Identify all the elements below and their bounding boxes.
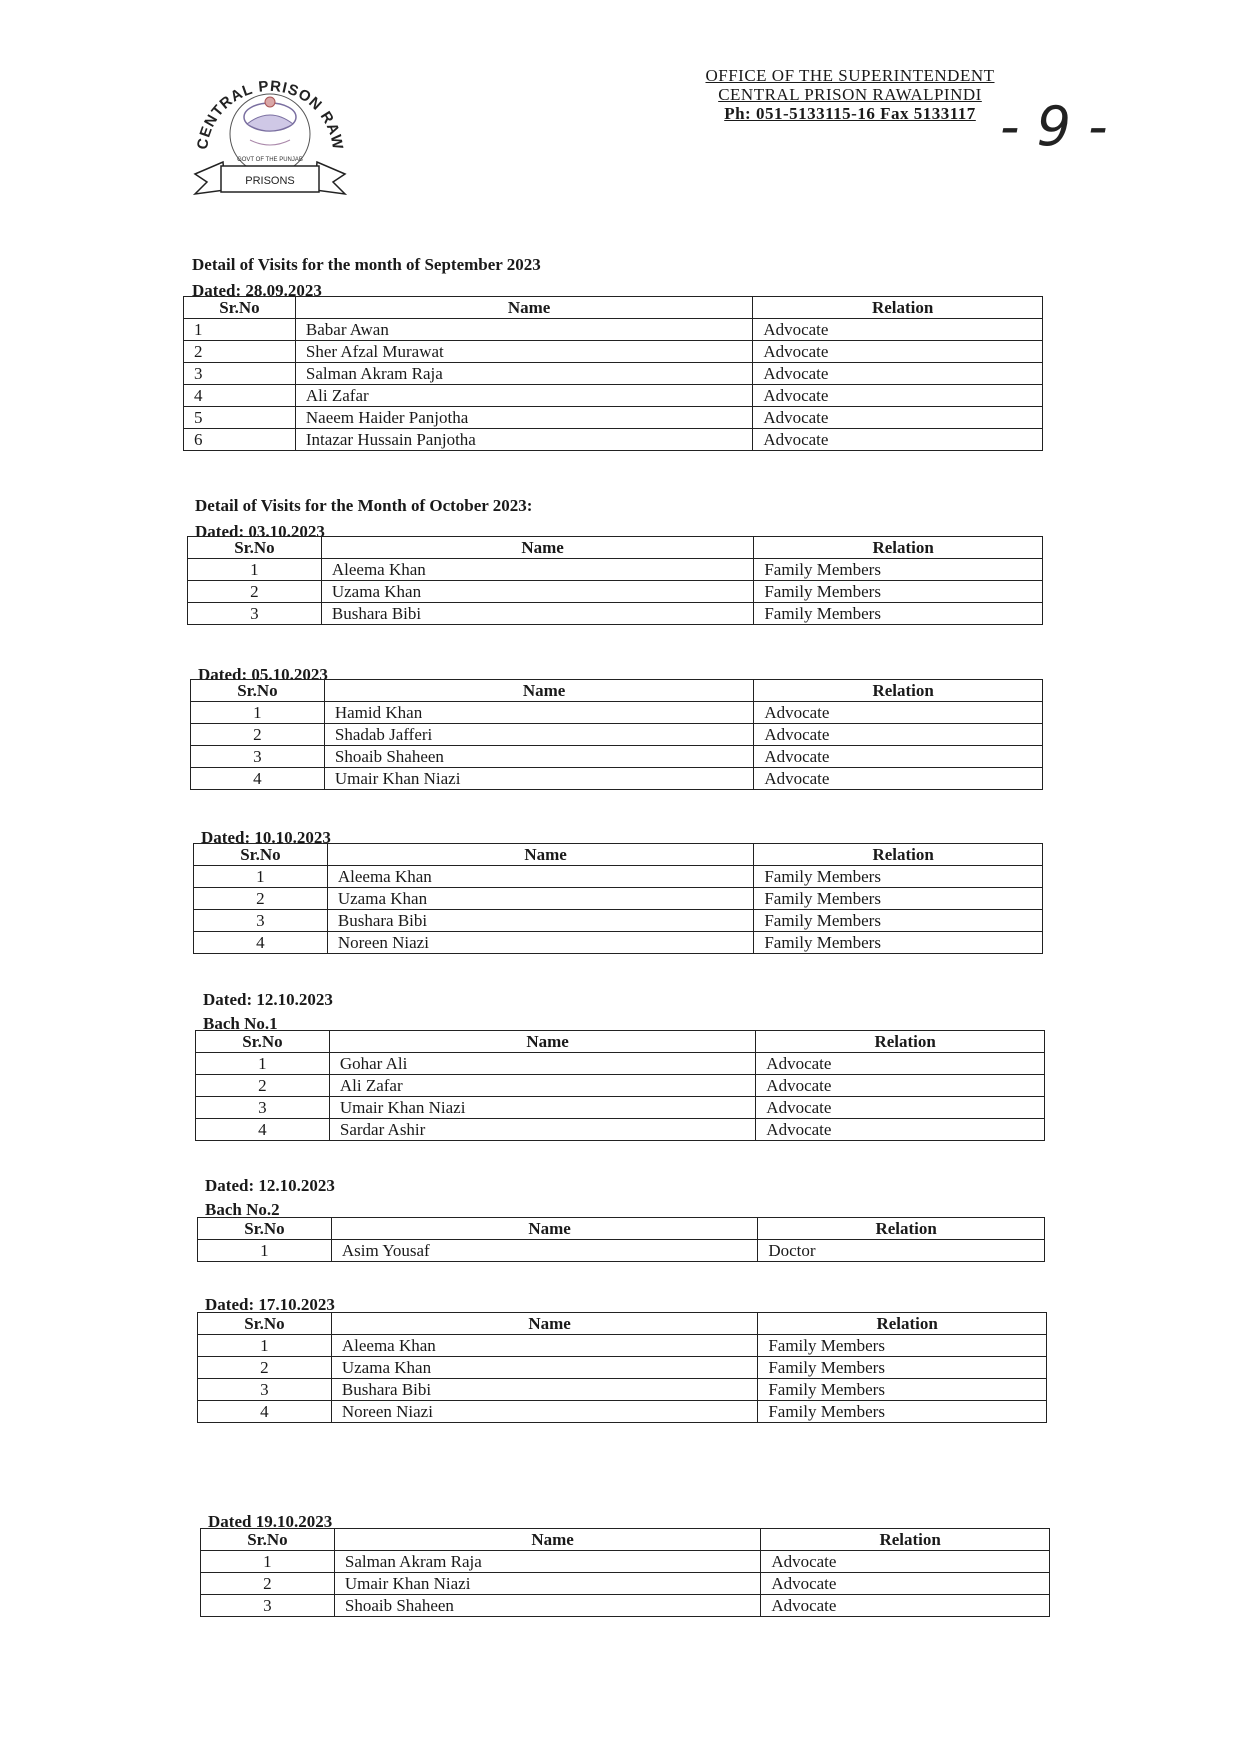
visits-table-10-10-2023 [193, 843, 1043, 954]
table-row [184, 385, 1043, 407]
cell-sr: 2 [194, 888, 328, 910]
cell-name: Salman Akram Raja [295, 363, 752, 385]
table-row [201, 1595, 1050, 1617]
column-header-sr: Sr.No [184, 297, 296, 319]
cell-relation: Advocate [761, 1595, 1050, 1617]
column-header-sr: Sr.No [194, 844, 328, 866]
table-row [191, 724, 1043, 746]
visits-table-12-10-2023-batch-2 [197, 1217, 1045, 1262]
column-header-name: Name [331, 1218, 757, 1240]
cell-sr: 4 [191, 768, 325, 790]
table-row [188, 581, 1043, 603]
cell-sr: 1 [198, 1240, 332, 1262]
cell-name: Uzama Khan [327, 888, 753, 910]
table-row [191, 702, 1043, 724]
table-row [194, 910, 1043, 932]
cell-sr: 3 [188, 603, 322, 625]
cell-relation: Advocate [754, 746, 1043, 768]
cell-name: Bushara Bibi [321, 603, 753, 625]
cell-relation: Advocate [761, 1551, 1050, 1573]
cell-sr: 3 [196, 1097, 330, 1119]
office-location: CENTRAL PRISON RAWALPINDI [718, 85, 982, 104]
column-header-relation: Relation [753, 297, 1043, 319]
table-row [194, 866, 1043, 888]
office-contact: Ph: 051-5133115-16 Fax 5133117 [724, 104, 976, 123]
office-header [690, 66, 1010, 123]
cell-relation: Family Members [754, 581, 1043, 603]
cell-relation: Family Members [754, 910, 1043, 932]
table-row [196, 1075, 1045, 1097]
cell-relation: Family Members [754, 603, 1043, 625]
cell-name: Bushara Bibi [331, 1379, 757, 1401]
cell-name: Umair Khan Niazi [334, 1573, 760, 1595]
cell-sr: 1 [194, 866, 328, 888]
cell-sr: 4 [194, 932, 328, 954]
prison-logo [185, 62, 355, 212]
visits-table-28-09-2023 [183, 296, 1043, 451]
cell-relation: Advocate [753, 429, 1043, 451]
column-header-sr: Sr.No [188, 537, 322, 559]
table-row [184, 319, 1043, 341]
logo-ring-text: CENTRAL PRISON RAW [194, 77, 347, 151]
cell-sr: 3 [201, 1595, 335, 1617]
cell-name: Aleema Khan [327, 866, 753, 888]
visits-table-03-10-2023 [187, 536, 1043, 625]
cell-sr: 2 [191, 724, 325, 746]
cell-relation: Family Members [754, 888, 1043, 910]
cell-name: Shadab Jafferi [324, 724, 753, 746]
column-header-relation: Relation [754, 680, 1043, 702]
table-header-row [188, 537, 1043, 559]
table-row [194, 888, 1043, 910]
table-row [201, 1551, 1050, 1573]
column-header-sr: Sr.No [201, 1529, 335, 1551]
cell-relation: Family Members [758, 1379, 1047, 1401]
column-header-name: Name [329, 1031, 755, 1053]
table-row [188, 603, 1043, 625]
cell-sr: 3 [194, 910, 328, 932]
column-header-relation: Relation [761, 1529, 1050, 1551]
table-row [184, 363, 1043, 385]
cell-name: Ali Zafar [329, 1075, 755, 1097]
table-header-row [194, 844, 1043, 866]
cell-name: Aleema Khan [331, 1335, 757, 1357]
cell-sr: 2 [201, 1573, 335, 1595]
office-title: OFFICE OF THE SUPERINTENDENT [705, 66, 995, 85]
cell-name: Bushara Bibi [327, 910, 753, 932]
section-heading-october: Detail of Visits for the Month of October 2023: [195, 496, 533, 515]
section-date: Dated: 12.10.2023 [205, 1176, 335, 1195]
cell-sr: 1 [198, 1335, 332, 1357]
section-heading-september: Detail of Visits for the month of September 2023 [192, 255, 541, 274]
column-header-name: Name [331, 1313, 757, 1335]
cell-name: Babar Awan [295, 319, 752, 341]
logo-banner-text: PRISONS [245, 175, 295, 187]
cell-relation: Advocate [756, 1119, 1045, 1141]
cell-sr: 4 [196, 1119, 330, 1141]
visits-table-12-10-2023-batch-1 [195, 1030, 1045, 1141]
table-row [198, 1379, 1047, 1401]
cell-sr: 1 [191, 702, 325, 724]
cell-sr: 3 [198, 1379, 332, 1401]
table-row [201, 1573, 1050, 1595]
logo-govt-text: GOVT OF THE PUNJAB [237, 157, 303, 163]
cell-name: Sher Afzal Murawat [295, 341, 752, 363]
cell-name: Aleema Khan [321, 559, 753, 581]
cell-relation: Advocate [753, 319, 1043, 341]
table-header-row [191, 680, 1043, 702]
table-row [198, 1335, 1047, 1357]
cell-relation: Advocate [753, 363, 1043, 385]
column-header-name: Name [334, 1529, 760, 1551]
cell-relation: Advocate [754, 768, 1043, 790]
cell-sr: 1 [196, 1053, 330, 1075]
cell-name: Noreen Niazi [327, 932, 753, 954]
column-header-sr: Sr.No [196, 1031, 330, 1053]
table-row [188, 559, 1043, 581]
section-date: Dated: 17.10.2023 [205, 1295, 335, 1314]
table-row [196, 1053, 1045, 1075]
section-date: Dated 19.10.2023 [208, 1512, 333, 1531]
cell-name: Intazar Hussain Panjotha [295, 429, 752, 451]
cell-relation: Advocate [756, 1097, 1045, 1119]
cell-name: Umair Khan Niazi [324, 768, 753, 790]
cell-sr: 6 [184, 429, 296, 451]
section-date: Dated: 03.10.2023 [195, 522, 325, 541]
table-row [194, 932, 1043, 954]
column-header-relation: Relation [754, 844, 1043, 866]
table-header-row [201, 1529, 1050, 1551]
cell-sr: 1 [184, 319, 296, 341]
table-row [184, 407, 1043, 429]
cell-sr: 1 [188, 559, 322, 581]
cell-name: Shoaib Shaheen [334, 1595, 760, 1617]
column-header-sr: Sr.No [191, 680, 325, 702]
cell-sr: 2 [196, 1075, 330, 1097]
cell-relation: Advocate [753, 385, 1043, 407]
cell-relation: Advocate [756, 1053, 1045, 1075]
column-header-name: Name [321, 537, 753, 559]
prison-emblem-icon [185, 62, 355, 212]
cell-name: Umair Khan Niazi [329, 1097, 755, 1119]
table-row [191, 768, 1043, 790]
visits-table-17-10-2023 [197, 1312, 1047, 1423]
cell-name: Uzama Khan [321, 581, 753, 603]
table-header-row [196, 1031, 1045, 1053]
cell-name: Sardar Ashir [329, 1119, 755, 1141]
cell-name: Naeem Haider Panjotha [295, 407, 752, 429]
cell-relation: Family Members [758, 1335, 1047, 1357]
cell-sr: 3 [184, 363, 296, 385]
cell-sr: 2 [184, 341, 296, 363]
page-number: - 9 - [1000, 95, 1108, 158]
cell-relation: Advocate [753, 341, 1043, 363]
column-header-name: Name [295, 297, 752, 319]
table-row [184, 429, 1043, 451]
cell-relation: Doctor [758, 1240, 1045, 1262]
column-header-relation: Relation [758, 1313, 1047, 1335]
column-header-name: Name [324, 680, 753, 702]
cell-relation: Family Members [758, 1401, 1047, 1423]
cell-relation: Advocate [761, 1573, 1050, 1595]
table-row [196, 1097, 1045, 1119]
column-header-relation: Relation [754, 537, 1043, 559]
cell-relation: Family Members [754, 559, 1043, 581]
cell-sr: 4 [184, 385, 296, 407]
cell-name: Hamid Khan [324, 702, 753, 724]
cell-relation: Family Members [758, 1357, 1047, 1379]
table-header-row [184, 297, 1043, 319]
column-header-sr: Sr.No [198, 1313, 332, 1335]
section-date: Dated: 10.10.2023 [201, 828, 331, 847]
cell-name: Salman Akram Raja [334, 1551, 760, 1573]
visits-table-19-10-2023 [200, 1528, 1050, 1617]
section-date: Dated: 12.10.2023 [203, 990, 333, 1009]
cell-sr: 1 [201, 1551, 335, 1573]
batch-label: Bach No.1 [203, 1014, 278, 1033]
table-row [198, 1401, 1047, 1423]
table-row [184, 341, 1043, 363]
cell-relation: Advocate [754, 702, 1043, 724]
cell-name: Ali Zafar [295, 385, 752, 407]
table-header-row [198, 1313, 1047, 1335]
table-row [191, 746, 1043, 768]
cell-relation: Family Members [754, 932, 1043, 954]
cell-name: Uzama Khan [331, 1357, 757, 1379]
column-header-relation: Relation [756, 1031, 1045, 1053]
cell-name: Asim Yousaf [331, 1240, 757, 1262]
table-row [198, 1357, 1047, 1379]
visits-table-05-10-2023 [190, 679, 1043, 790]
section-date: Dated: 28.09.2023 [192, 281, 322, 300]
batch-label: Bach No.2 [205, 1200, 280, 1219]
cell-relation: Family Members [754, 866, 1043, 888]
cell-sr: 2 [198, 1357, 332, 1379]
cell-relation: Advocate [756, 1075, 1045, 1097]
column-header-relation: Relation [758, 1218, 1045, 1240]
table-row [198, 1240, 1045, 1262]
cell-sr: 2 [188, 581, 322, 603]
cell-name: Gohar Ali [329, 1053, 755, 1075]
cell-sr: 3 [191, 746, 325, 768]
table-row [196, 1119, 1045, 1141]
table-header-row [198, 1218, 1045, 1240]
column-header-name: Name [327, 844, 753, 866]
cell-name: Shoaib Shaheen [324, 746, 753, 768]
cell-sr: 5 [184, 407, 296, 429]
svg-text:CENTRAL PRISON RAWALPINDI [185, 62, 346, 151]
cell-name: Noreen Niazi [331, 1401, 757, 1423]
cell-sr: 4 [198, 1401, 332, 1423]
section-date: Dated: 05.10.2023 [198, 665, 328, 684]
cell-relation: Advocate [754, 724, 1043, 746]
cell-relation: Advocate [753, 407, 1043, 429]
column-header-sr: Sr.No [198, 1218, 332, 1240]
